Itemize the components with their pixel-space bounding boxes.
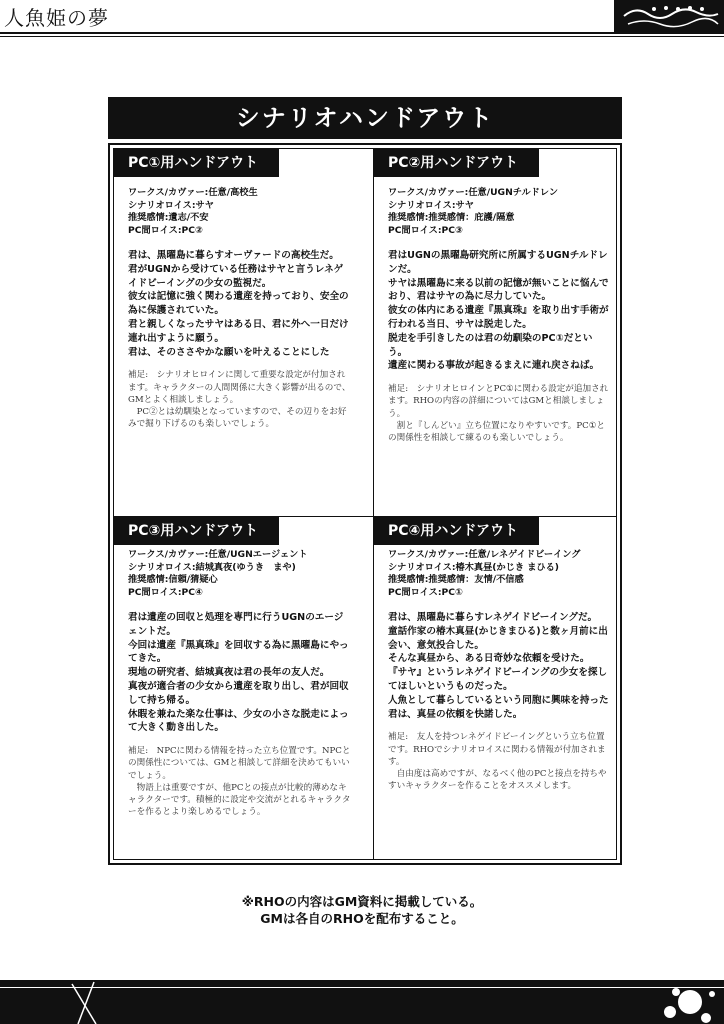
story-line: 現地の研究者、結城真夜は君の長年の友人だ。 <box>128 667 330 679</box>
pc-lois: PC間ロイス:PC④ <box>128 586 203 598</box>
story-line: 童話作家の椿木真昼(かじきまひる)と数ヶ月前に出会い、意気投合した。 <box>388 625 608 651</box>
note-line: 物語上は重要ですが、他PCとの接点が比較的薄めなキャラクターです。積極的に設定や交流がとれるキャラクターを作るとより楽しめるでしょう。 <box>128 782 351 818</box>
story-line: 彼女は記憶に強く関わる遺産を持っており、安全の為に保護されていた。 <box>128 291 349 317</box>
handout-note <box>388 731 611 792</box>
story-line: 今回は遺産『黒真珠』を回収する為に黒曜島にやってきた。 <box>128 639 349 665</box>
footnote-line: GMは各自のRHOを配布すること。 <box>260 911 464 926</box>
works-cover: ワークス/カヴァー:任意/レネゲイドビーイング <box>388 549 581 560</box>
pc-lois: PC間ロイス:PC① <box>388 586 463 598</box>
page-footer <box>0 980 724 1024</box>
story-line: 君と親しくなったサヤはある日、君に外へ一日だけ連れ出すように願う。 <box>128 318 349 344</box>
recommended-emotion: 推奨感情:推奨感情：庇護/隔意 <box>388 212 515 223</box>
handout-pc4 <box>374 517 619 861</box>
scenario-lois: シナリオロイス:結城真夜(ゆうき まや) <box>128 561 296 573</box>
handout-note <box>128 369 351 430</box>
recommended-emotion: 推奨感情:推奨感情：友情/不信感 <box>388 574 524 585</box>
story-line: 『サヤ』というレネゲイドビーイングの少女を探してほしいというものだった。 <box>388 667 608 692</box>
handout-story <box>128 249 351 359</box>
story-line: 君は遺産の回収と処理を専門に行うUGNのエージェントだ。 <box>128 612 344 637</box>
handout-meta <box>388 187 611 237</box>
handout-tab: PC②用ハンドアウト <box>374 149 539 177</box>
note-line: 補足: 友人を持つレネゲイドビーイングという立ち位置です。RHOでシナリオロイスに関わる情報が付加されます。 <box>388 732 606 767</box>
handout-tab: PC③用ハンドアウト <box>114 517 279 545</box>
handout-tab: PC④用ハンドアウト <box>374 517 539 545</box>
scenario-title: 人魚姫の夢 <box>4 6 109 30</box>
bubble-ornament <box>0 980 724 1024</box>
story-line: そんな真昼から、ある日奇妙な依頼を受けた。 <box>388 653 590 665</box>
note-line: 補足: NPCに関わる情報を持った立ち位置です。NPCとの関係性については、GMと相談して詳細を決めてもいいでしょう。 <box>128 746 351 781</box>
handout-pc1 <box>114 149 359 515</box>
handout-story <box>128 611 351 735</box>
works-cover: ワークス/カヴァー:任意/UGNエージェント <box>128 549 308 560</box>
note-line: 割と『しんどい』立ち位置になりやすいです。PC①との関係性を相談して練るのも楽しいでしょう。 <box>388 420 606 443</box>
note-line: 自由度は高めですが、なるべく他のPCと接点を持ちやすいキャラクターを作ることをオススメします。 <box>388 768 607 792</box>
story-line: 君がUGNから受けている任務はサヤと言うレネゲイドビーイングの少女の監視だ。 <box>128 263 344 289</box>
handout-meta <box>388 549 611 599</box>
gm-footnote <box>0 893 724 927</box>
story-line: サヤは黒曜島に来る以前の記憶が無いことに悩んでおり、君はサヤの為に尽力していた。 <box>388 277 609 303</box>
footnote-line: ※RHOの内容はGM資料に掲載している。 <box>241 894 483 909</box>
page-header <box>0 0 724 42</box>
story-line: 休暇を兼ねた楽な仕事は、少女の小さな脱走によって大きく動き出した。 <box>128 708 349 734</box>
story-line: 君は、黒曜島に暮らすオーヴァードの高校生だ。 <box>128 250 339 261</box>
handout-meta <box>128 187 351 237</box>
story-line: 君は、黒曜島に暮らすレネゲイドビーイングだ。 <box>388 612 598 623</box>
note-line: 補足: シナリオヒロインとPC①に関わる設定が追加されます。RHOの内容の詳細についてはGMと相談しましょう。 <box>388 384 609 419</box>
handout-pc3 <box>114 517 359 861</box>
handout-grid <box>108 143 622 865</box>
works-cover: ワークス/カヴァー:任意/高校生 <box>128 187 258 198</box>
handout-pc2 <box>374 149 619 515</box>
scenario-lois: シナリオロイス:サヤ <box>128 199 214 211</box>
handout-tab: PC①用ハンドアウト <box>114 149 279 177</box>
pc-lois: PC間ロイス:PC③ <box>388 224 463 236</box>
note-line: PC②とは幼馴染となっていますので、その辺りをお好みで掘り下げるのも楽しいでしょう。 <box>128 406 347 430</box>
recommended-emotion: 推奨感情:遺志/不安 <box>128 212 209 223</box>
header-rule-thin <box>0 36 724 37</box>
story-line: 遺産に関わる事故が起きるまえに連れ戻さねば。 <box>388 360 600 372</box>
handout-note <box>128 745 351 818</box>
note-line: 補足: シナリオヒロインに関して重要な設定が付加されます。キャラクターの人間関係に大きく影響が出るので、GMとよく相談しましょう。 <box>128 370 351 405</box>
handout-note <box>388 383 611 444</box>
handout-story <box>388 249 611 373</box>
handout-story <box>388 611 611 721</box>
page-title: シナリオハンドアウト <box>108 97 622 139</box>
story-line: 真夜が適合者の少女から遺産を取り出し、君が回収して持ち帰る。 <box>128 680 349 706</box>
scenario-lois: シナリオロイス:椿木真昼(かじき まひる) <box>388 561 559 573</box>
story-line: 脱走を手引きしたのは君の幼馴染のPC①だという。 <box>388 332 593 358</box>
recommended-emotion: 推奨感情:信頼/猜疑心 <box>128 574 218 585</box>
story-line: 君はUGNの黒曜島研究所に所属するUGNチルドレンだ。 <box>388 250 608 275</box>
story-line: 人魚として暮らしているという同胞に興味を持った君は、真昼の依頼を快諾した。 <box>388 694 609 720</box>
story-line: 君は、そのささやかな願いを叶えることにした <box>128 346 330 358</box>
story-line: 彼女の体内にある遺産『黒真珠』を取り出す手術が行われる当日、サヤは脱走した。 <box>388 305 609 330</box>
scenario-lois: シナリオロイス:サヤ <box>388 199 474 211</box>
handout-meta <box>128 549 351 599</box>
works-cover: ワークス/カヴァー:任意/UGNチルドレン <box>388 187 559 198</box>
pc-lois: PC間ロイス:PC② <box>128 224 203 236</box>
handout-grid-inner <box>113 148 617 860</box>
wave-ornament <box>614 0 724 33</box>
